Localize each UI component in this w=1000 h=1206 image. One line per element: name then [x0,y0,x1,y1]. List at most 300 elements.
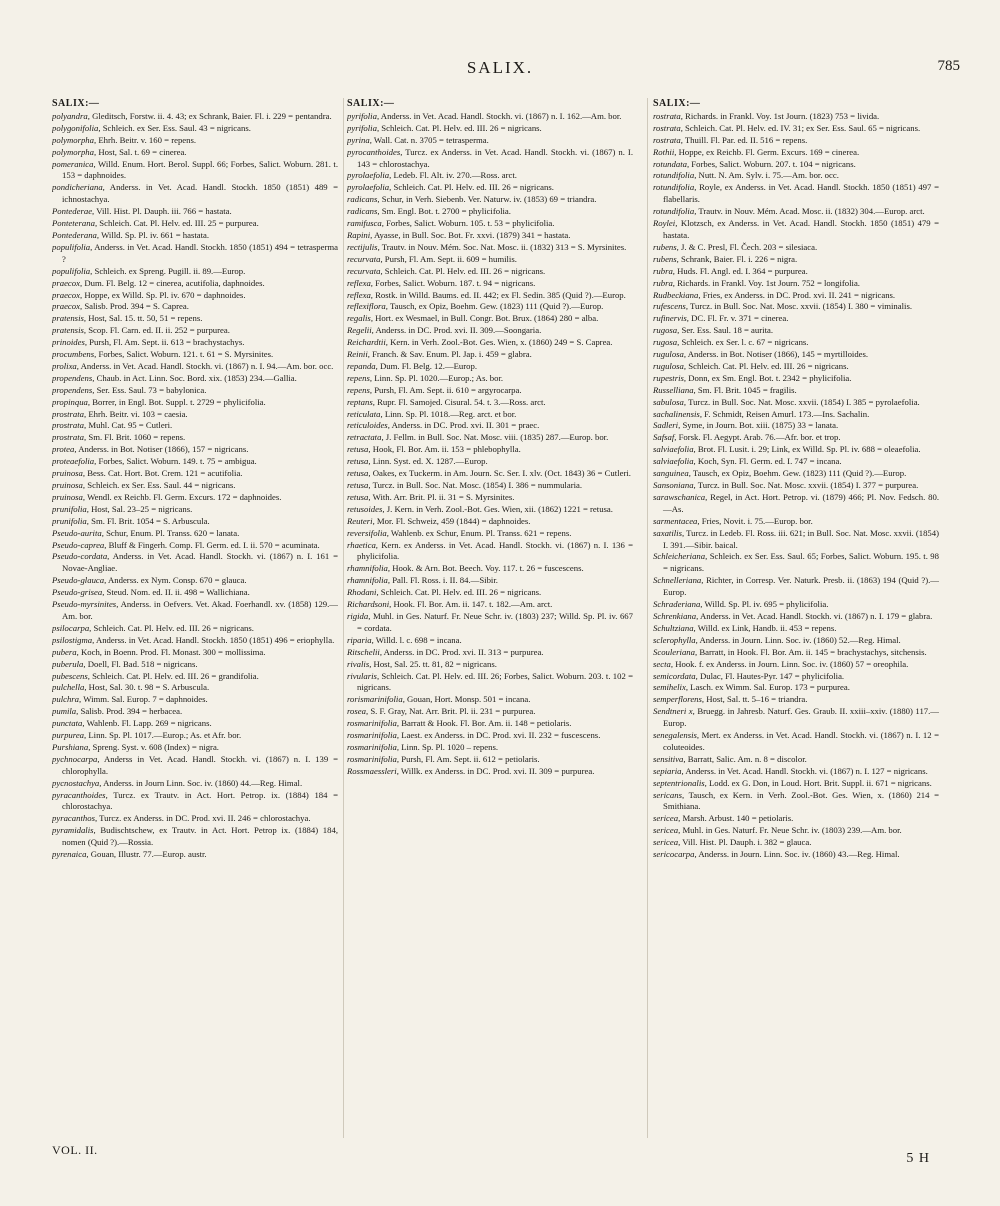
index-entry: pruinosa, Schleich. ex Ser. Ess. Saul. 44 = nigricans. [52,480,236,490]
epithet: rugulosa [653,360,684,371]
index-entry: rosmarinifolia, Laest. ex Anderss. in DC. Prod. xvi. II. 232 = fuscescens. [347,730,601,741]
epithet: pratensis [52,325,84,336]
index-entry: Pseudo-grisea, Steud. Nom. ed. II. ii. 498 = Wallichiana. [52,587,250,598]
index-entry: protea, Anderss. in Bot. Notiser (1866), 157 = nigricans. [52,444,249,455]
index-entry: rubra, Richards. in Frankl. Voy. 1st Journ. 752 = longifolia. [653,277,860,288]
epithet: rostrata [653,110,681,121]
epithet: pruinosa [52,491,83,502]
epithet: retusa [347,468,369,479]
epithet: pyrifolia [347,110,377,121]
epithet: Pseudo-glauca [52,575,105,586]
index-entry: rosmarinifolia, Pursh, Fl. Am. Sept. ii. 612 = petiolaris. [347,753,540,764]
index-entry: pubescens, Schleich. Cat. Pl. Helv. ed. III. 26 = grandifolia. [52,670,259,681]
running-title: SALIX. [466,58,534,77]
epithet: Richardsoni [347,599,390,610]
epithet: prunifolia [52,515,87,526]
column-heading: SALIX:— [347,98,395,109]
column-1 [52,98,338,1138]
epithet: pyrolaefolia [347,182,390,193]
epithet: retusa [347,480,369,490]
epithet: Sadleri [653,420,679,431]
index-entry: rotundata, Forbes, Salict. Woburn. 207. t. 104 = nigricans. [653,158,856,169]
index-entry: Pseudo-aurita, Schur, Enum. Pl. Transs. 620 = lanata. [52,527,240,538]
epithet: praecox [52,277,80,288]
index-entry: reticulata, Linn. Sp. Pl. 1018.—Reg. arct. et bor. [347,408,517,419]
epithet: prinoides [52,337,85,348]
epithet: procumbens [52,349,95,360]
epithet: pubescens [52,670,88,681]
index-entry: pubera, Koch, in Boenn. Prod. Fl. Monast. 300 = mollissima. [52,646,266,657]
index-entry: rhaetica, Kern. ex Anderss. in Vet. Acad. Handl. Stockh. vi. (1867) n. I. 136 = phylicifolia. [347,539,633,562]
index-entry: rivalis, Host, Sal. 25. tt. 81, 82 = nigricans. [347,658,497,669]
epithet: Pontederae [52,206,93,217]
index-entry: Sansoniana, Turcz. in Bull. Soc. Nat. Mosc. xxvii. (1854) I. 377 = purpurea. [653,480,919,490]
index-entry: pycnostachya, Anderss. in Journ Linn. Soc. iv. (1860) 44.—Reg. Himal. [52,777,303,788]
epithet: sachalinensis [653,408,700,419]
epithet: rivularis [347,670,377,681]
index-entry: pruinosa, Wendl. ex Reichb. Fl. Germ. Excurs. 172 = daphnoides. [52,491,282,502]
index-entry: purpurea, Linn. Sp. Pl. 1017.—Europ.; As. et Afr. bor. [52,730,242,741]
epithet: salviaefolia [653,456,694,467]
epithet: Ponteterana [52,218,95,229]
epithet: Rapini [347,229,371,240]
index-entry: reversifolia, Wahlenb. ex Schur, Enum. Pl. Transs. 621 = repens. [347,527,572,538]
index-entry: rubens, J. & C. Presl, Fl. Čech. 203 = silesiaca. [653,241,818,252]
epithet: saxatilis [653,527,682,538]
index-entry: Pseudo-glauca, Anderss. ex Nym. Consp. 670 = glauca. [52,575,247,586]
epithet: reflexiflora [347,301,386,312]
epithet: polyandra [52,110,88,121]
epithet: puberula [52,658,84,669]
epithet: pulchra [52,694,80,705]
index-entry: pyrenaica, Gouan, Illustr. 77.—Europ. austr. [52,849,207,860]
index-entry: rubra, Huds. Fl. Angl. ed. I. 364 = purpurea. [653,265,808,276]
index-entry: Rothii, Hoppe, ex Reichb. Fl. Germ. Excurs. 169 = cinerea. [653,146,860,157]
index-entry: rigida, Muhl. in Ges. Naturf. Fr. Neue Schr. iv. (1803) 237; Willd. Sp. Pl. iv. 667 = cordata. [347,610,633,633]
index-entry: reflexa, Forbes, Salict. Woburn. 187. t. 94 = nigricans. [347,277,536,288]
epithet: Pseudo-myrsinites [52,599,117,610]
epithet: rugosa [653,337,678,348]
index-entry: praecox, Hoppe, ex Willd. Sp. Pl. iv. 670 = daphnoides. [52,289,246,300]
epithet: Rothii [653,146,675,157]
index-entry: pulchra, Wimm. Sal. Europ. 7 = daphnoides. [52,694,208,705]
epithet: sarawschanica [653,491,706,502]
epithet: rotundifolia [653,170,695,181]
epithet: rubra [653,265,673,276]
index-entry: sericans, Tausch, ex Kern. in Verh. Zool.-Bot. Ges. Wien, x. (1860) 214 = Smithiana. [653,789,939,812]
index-entry: recurvata, Schleich. Cat. Pl. Helv. ed. III. 26 = nigricans. [347,265,546,276]
epithet: radicans [347,194,378,205]
epithet: sclerophylla [653,634,696,645]
column-heading: SALIX:— [52,98,100,109]
index-entry: sabulosa, Turcz. in Bull. Soc. Nat. Mosc. xxvii. (1854) I. 385 = pyrolaefolia. [653,396,920,407]
epithet: psilostigma [52,634,93,645]
epithet: reversifolia [347,527,387,538]
index-entry: prinoides, Pursh, Fl. Am. Sept. ii. 613 = brachystachys. [52,337,245,348]
epithet: pumila [52,706,77,717]
index-entry: semihelix, Lasch. ex Wimm. Sal. Europ. 173 = purpurea. [653,682,850,693]
index-entry: psilocarpa, Schleich. Cat. Pl. Helv. ed. III. 26 = nigricans. [52,622,254,633]
index-entry: rotundifolia, Nutt. N. Am. Sylv. i. 75.—Am. bor. occ. [653,170,839,181]
epithet: Purshiana [52,741,89,752]
index-entry: rotundifolia, Royle, ex Anderss. in Vet. Acad. Handl. Stockh. 1850 (1851) 497 = flabellaris. [653,182,939,205]
index-entry: sericea, Vill. Hist. Pl. Dauph. i. 382 = glauca. [653,837,812,848]
epithet: sarmentacea [653,515,698,526]
epithet: pratensis [52,313,84,324]
index-entry: pumila, Salisb. Prod. 394 = herbacea. [52,706,183,717]
index-entry: retusoides, J. Kern. in Verh. Zool.-Bot. Ges. Wien, xii. (1862) 1221 = retusa. [347,503,613,514]
epithet: reptans [347,396,373,407]
index-entry: riparia, Willd. l. c. 698 = incana. [347,634,462,645]
index-entry: prostrata, Ehrh. Beitr. vi. 103 = caesia. [52,408,188,419]
index-entry: radicans, Schur, in Verh. Siebenb. Ver. Naturw. iv. (1853) 69 = triandra. [347,194,597,205]
index-entry: sclerophylla, Anderss. in Journ. Linn. Soc. iv. (1860) 52.—Reg. Himal. [653,634,901,645]
index-entry: semperflorens, Host, Sal. tt. 5–16 = triandra. [653,694,808,705]
index-entry: propinqua, Borrer, in Engl. Bot. Suppl. t. 2729 = phylicifolia. [52,396,266,407]
epithet: Reinii [347,349,368,360]
epithet: prolixa [52,360,77,371]
index-entry: punctata, Wahlenb. Fl. Lapp. 269 = nigricans. [52,718,212,729]
index-entry: pratensis, Host, Sal. 15. tt. 50, 51 = repens. [52,313,203,324]
epithet: sepiaria [653,765,682,776]
index-entry: rosmarinifolia, Barratt & Hook. Fl. Bor. Am. ii. 148 = petiolaris. [347,718,572,729]
epithet: Schnelleriana [653,575,702,586]
epithet: pychnocarpa [52,753,98,764]
epithet: polygonifolia [52,122,99,133]
epithet: reticuloides [347,420,388,431]
index-entry: salviaefolia, Brot. Fl. Lusit. i. 29; Link, ex Willd. Sp. Pl. iv. 688 = oleaefolia. [653,444,921,455]
epithet: pyrenaica [52,849,87,860]
index-entry: Pseudo-cordata, Anderss. in Vet. Acad. Handl. Stockh. vi. (1867) n. I. 161 = Novae-Angliae. [52,551,338,574]
index-entry: Sendtneri x, Bruegg. in Jahresb. Naturf. Ges. Graub. II. xxiii–xxiv. (1880) 117.—Europ. [653,706,939,729]
epithet: secta [653,658,671,669]
epithet: pruinosa [52,480,83,490]
epithet: semicordata [653,670,696,681]
index-entry: ramifusca, Forbes, Salict. Woburn. 105. t. 53 = phylicifolia. [347,218,555,229]
index-entry: Schultziana, Willd. ex Link, Handb. ii. 453 = repens. [653,622,837,633]
epithet: Sansoniana [653,480,694,490]
epithet: rigida [347,610,369,621]
index-entry: Pontederae, Vill. Hist. Pl. Dauph. iii. 766 = hastata. [52,206,232,217]
index-entry: Pontederana, Willd. Sp. Pl. iv. 661 = hastata. [52,229,210,240]
index-entry: Roylei, Klotzsch, ex Anderss. in Vet. Acad. Handl. Stockh. 1850 (1851) 479 = hastata. [653,218,939,240]
epithet: pondicheriana [52,182,103,193]
epithet: Russelliana [653,384,694,395]
index-entry: polymorpha, Host, Sal. t. 69 = cinerea. [52,146,187,157]
epithet: rosmarinifolia [347,718,397,729]
index-entry: reflexiflora, Tausch, ex Opiz, Boehm. Gew. (1823) 111 (Quid ?).—Europ. [347,301,604,312]
column-divider [343,98,344,1138]
epithet: rubens [653,253,677,264]
epithet: prostrata [52,432,85,443]
index-entry: psilostigma, Anderss. in Vet. Acad. Handl. Stockh. 1850 (1851) 496 = eriophylla. [52,634,335,645]
index-entry: populifolia, Schleich. ex Spreng. Pugill. ii. 89.—Europ. [52,265,246,276]
epithet: rotundifolia [653,206,695,217]
index-entry: rugosa, Schleich. ex Ser. l. c. 67 = nigricans. [653,337,809,348]
epithet: retusa [347,444,369,455]
epithet: psilocarpa [52,622,90,633]
index-entry: Reuteri, Mor. Fl. Schweiz, 459 (1844) = daphnoides. [347,515,531,526]
epithet: Rudbeckiana [653,289,699,300]
epithet: pulchella [52,682,85,693]
epithet: pyrolaefolia [347,170,390,181]
index-entry: Scouleriana, Barratt, in Hook. Fl. Bor. Am. ii. 145 = brachystachys, sitchensis. [653,646,927,657]
index-entry: saxatilis, Turcz. in Ledeb. Fl. Ross. iii. 621; in Bull. Soc. Nat. Mosc. xxvii. (1854) I. 391.—Sibir. baical. [653,527,939,550]
epithet: rosmarinifolia [347,730,397,741]
epithet: rupestris [653,372,684,383]
index-entry: retusa, With. Arr. Brit. Pl. ii. 31 = S. Myrsinites. [347,491,515,502]
index-entry: polymorpha, Ehrh. Beitr. v. 160 = repens. [52,134,197,145]
index-entry: procumbens, Forbes, Salict. Woburn. 121. t. 61 = S. Myrsinites. [52,349,274,360]
index-entry: puberula, Doell, Fl. Bad. 518 = nigricans. [52,658,198,669]
index-entry: retusa, Linn. Syst. ed. X. 1287.—Europ. [347,456,488,467]
index-entry: septentrionalis, Lodd. ex G. Don, in Loud. Hort. Brit. Suppl. ii. 671 = nigricans. [653,777,932,788]
index-entry: pondicheriana, Anderss. in Vet. Acad. Handl. Stockh. 1850 (1851) 489 = ichnostachya. [52,182,338,205]
index-entry: rugosa, Ser. Ess. Saul. 18 = aurita. [653,325,774,336]
index-entry: pyrifolia, Anderss. in Vet. Acad. Handl. Stockh. vi. (1867) n. I. 162.—Am. bor. [347,110,622,121]
epithet: rosea [347,706,366,717]
index-entry: retusa, Hook, Fl. Bor. Am. ii. 153 = phlebophylla. [347,444,521,455]
index-entry: Pseudo-myrsinites, Anderss. in Oefvers. Vet. Akad. Foerhandl. xv. (1858) 129.—Am. bor. [52,599,338,621]
index-entry: pulchella, Host, Sal. 30. t. 98 = S. Arbuscula. [52,682,210,693]
epithet: rubra [653,277,673,288]
index-entry: regalis, Hort. ex Wesmael, in Bull. Congr. Bot. Brux. (1864) 280 = alba. [347,313,599,324]
index-entry: rivularis, Schleich. Cat. Pl. Helv. ed. III. 26; Forbes, Salict. Woburn. 203. t. 102 = nigricans. [347,670,633,693]
index-entry: prostrata, Muhl. Cat. 95 = Cutleri. [52,420,173,431]
epithet: rivalis [347,658,370,669]
index-entry: Reinii, Franch. & Sav. Enum. Pl. Jap. i. 459 = glabra. [347,349,532,360]
epithet: pruinosa [52,468,83,479]
index-entry: rostrata, Richards. in Frankl. Voy. 1st Journ. (1823) 753 = livida. [653,110,880,121]
epithet: repanda [347,360,376,371]
epithet: recurvata [347,265,381,276]
epithet: rosmarinifolia [347,753,397,764]
epithet: Pontederana [52,229,97,240]
index-entry: rorismarinifolia, Gouan, Hort. Monsp. 501 = incana. [347,694,531,705]
epithet: retusa [347,456,369,467]
epithet: reflexa [347,277,371,288]
index-entry: repens, Linn. Sp. Pl. 1020.—Europ.; As. bor. [347,372,504,383]
index-entry: polyandra, Gleditsch, Forstw. ii. 4. 43; ex Schrank, Baier. Fl. i. 229 = pentandra. [52,110,332,121]
index-entry: Rapini, Ayasse, in Bull. Soc. Bot. Fr. xxvi. (1879) 341 = hastata. [347,229,571,240]
epithet: reflexa [347,289,371,300]
epithet: Schleicheriana [653,551,706,562]
index-entry: pyrocanthoides, Turcz. ex Anderss. in Vet. Acad. Handl. Stockh. vi. (1867) n. I. 143 = chlorostachya. [347,146,633,169]
epithet: prunifolia [52,503,87,514]
epithet: senegalensis [653,730,697,741]
epithet: punctata [52,718,83,729]
index-entry: Sadleri, Syme, in Journ. Bot. xiii. (1875) 33 = lanata. [653,420,839,431]
epithet: sericans [653,789,682,800]
epithet: praecox [52,301,80,312]
epithet: pyrina [347,134,370,145]
epithet: sanguinea [653,468,689,479]
epithet: semperflorens [653,694,702,705]
epithet: Pseudo-cordata [52,551,108,562]
index-entry: rostrata, Schleich. Cat. Pl. Helv. ed. IV. 31; ex Ser. Ess. Saul. 65 = nigricans. [653,122,921,133]
column-heading: SALIX:— [653,98,701,109]
index-entry: rectijulis, Trautv. in Nouv. Mém. Soc. Nat. Mosc. ii. (1832) 313 = S. Myrsinites. [347,241,627,252]
epithet: polymorpha [52,134,94,145]
index-entry: praecox, Salisb. Prod. 394 = S. Caprea. [52,301,189,312]
epithet: reticulata [347,408,381,419]
epithet: pomeranica [52,158,94,169]
epithet: ramifusca [347,218,382,229]
epithet: sericocarpa [653,849,695,860]
epithet: riparia [347,634,372,645]
index-entry: pychnocarpa, Anderss in Vet. Acad. Handl. Stockh. vi. (1867) n. I. 139 = chlorophylla. [52,753,338,776]
index-entry: rosmarinifolia, Linn. Sp. Pl. 1020 – repens. [347,741,499,752]
index-entry: pyrolaefolia, Schleich. Cat. Pl. Helv. ed. III. 26 = nigricans. [347,182,554,193]
epithet: regalis [347,313,371,324]
epithet: purpurea [52,730,85,741]
index-entry: Schnelleriana, Richter, in Corresp. Ver. Naturk. Presb. ii. (1863) 194 (Quid ?).—Europ. [653,575,939,598]
epithet: repens [347,372,370,383]
index-entry: pratensis, Scop. Fl. Carn. ed. II. ii. 252 = purpurea. [52,325,230,336]
index-entry: Ritschelii, Anderss. in DC. Prod. xvi. II. 313 = purpurea. [347,646,544,657]
index-entry: reptans, Rupr. Fl. Samojed. Cisural. 54. t. 3.—Ross. arct. [347,396,546,407]
epithet: rufinervis [653,313,687,324]
index-entry: repanda, Dum. Fl. Belg. 12.—Europ. [347,360,477,371]
index-entry: Richardsoni, Hook. Fl. Bor. Am. ii. 147. t. 182.—Am. arct. [347,599,553,610]
index-entry: reticuloides, Anderss. in DC. Prod. xvi. II. 301 = praec. [347,420,540,431]
epithet: Pseudo-aurita [52,527,102,538]
index-entry: Ponteterana, Schleich. Cat. Pl. Helv. ed. III. 25 = purpurea. [52,218,259,229]
index-entry: pyracanthoides, Turcz. ex Trautv. in Act. Hort. Petrop. ix. (1884) 184 = chlorostachya. [52,789,338,812]
epithet: pyrifolia [347,122,377,133]
epithet: semihelix [653,682,686,693]
epithet: Reichardtii [347,337,386,348]
index-entry: pruinosa, Bess. Cat. Hort. Bot. Crem. 121 = acutifolia. [52,468,243,479]
epithet: rugosa [653,325,678,336]
epithet: Ritschelii [347,646,380,657]
epithet: rotundifolia [653,182,695,193]
index-entry: pyracanthos, Turcz. ex Anderss. in DC. Prod. xvi. II. 246 = chlorostachya. [52,813,311,824]
epithet: Pseudo-grisea [52,587,103,598]
signature-mark: 5 H [906,1151,930,1166]
epithet: pyramidalis [52,825,94,836]
index-entry: Rhodani, Schleich. Cat. Pl. Helv. ed. III. 26 = nigricans. [347,587,542,598]
epithet: rhamnifolia [347,575,388,586]
epithet: retractata [347,432,382,443]
epithet: rugulosa [653,349,684,360]
index-entry: rhamnifolia, Pall. Fl. Ross. i. II. 84.—Sibir. [347,575,498,586]
index-entry: sarmentacea, Fries, Novit. i. 75.—Europ. bor. [653,515,813,526]
epithet: rostrata [653,134,681,145]
index-entry: Purshiana, Spreng. Syst. v. 608 (Index) = nigra. [52,741,219,752]
epithet: Scouleriana [653,646,695,657]
index-entry: rotundifolia, Trautv. in Nouv. Mém. Acad. Mosc. ii. (1832) 304.—Europ. arct. [653,206,925,217]
epithet: sericea [653,813,679,824]
index-entry: Pseudo-caprea, Bluff & Fingerh. Comp. Fl. Germ. ed. I. ii. 570 = acuminata. [52,539,320,550]
index-entry: rosea, S. F. Gray, Nat. Arr. Brit. Pl. ii. 231 = purpurea. [347,706,536,717]
index-entry: Regelii, Anderss. in DC. Prod. xvi. II. 309.—Soongaria. [347,325,542,336]
column-2 [347,98,633,1138]
index-entry: sachalinensis, F. Schmidt, Reisen Amurl. 173.—Ins. Sachalin. [653,408,870,419]
epithet: populifolia [52,265,91,276]
index-entry: repens, Pursh, Fl. Am. Sept. ii. 610 = argyrocarpa. [347,384,522,395]
index-entry: rugulosa, Anderss. in Bot. Notiser (1866), 145 = myrtilloides. [653,349,869,360]
index-entry: radicans, Sm. Engl. Bot. t. 2700 = phylicifolia. [347,206,511,217]
index-entry: senegalensis, Mert. ex Anderss. in Vet. Acad. Handl. Stockh. vi. (1867) n. I. 12 = coluteoides. [653,730,939,752]
index-entry: rubens, Schrank, Baier. Fl. i. 226 = nigra. [653,253,798,264]
index-entry: rupestris, Donn, ex Sm. Engl. Bot. t. 2342 = phylicifolia. [653,372,852,383]
index-entry: semicordata, Dulac, Fl. Hautes-Pyr. 147 = phylicifolia. [653,670,845,681]
epithet: rubens [653,241,677,252]
index-entry: reflexa, Rostk. in Willd. Baums. ed. II. 442; ex Fl. Sedin. 385 (Quid ?).—Europ. [347,289,626,300]
epithet: pycnostachya [52,777,100,788]
index-entry: proteaefolia, Forbes, Salict. Woburn. 149. t. 75 = ambigua. [52,456,257,467]
epithet: propendens [52,384,93,395]
index-entry: sericocarpa, Anderss. in Journ. Linn. Soc. iv. (1860) 43.—Reg. Himal. [653,849,900,860]
index-entry: Schleicheriana, Schleich. ex Ser. Ess. Saul. 65; Forbes, Salict. Woburn. 195. t. 98 = nigricans. [653,551,939,574]
volume-label: VOL. II. [52,1143,98,1157]
epithet: radicans [347,206,378,217]
index-entry: Schrenkiana, Anderss. in Vet. Acad. Handl. Stockh. vi. (1867) n. I. 179 = glabra. [653,610,933,621]
epithet: praecox [52,289,80,300]
epithet: sericea [653,825,679,836]
index-entry: sarawschanica, Regel, in Act. Hort. Petrop. vi. (1879) 466; Pl. Nov. Fedsch. 80.—As. [653,491,939,514]
index-entry: recurvata, Pursh, Fl. Am. Sept. ii. 609 = humilis. [347,253,517,264]
epithet: Schultziana [653,622,694,633]
epithet: rhamnifolia [347,563,388,574]
running-head [40,58,960,78]
index-entry: retusa, Turcz. in Bull. Soc. Nat. Mosc. (1854) I. 386 = nummularia. [347,480,583,490]
index-entry: pyrina, Wall. Cat. n. 3705 = tetrasperma. [347,134,489,145]
index-entry: pyrifolia, Schleich. Cat. Pl. Helv. ed. III. 26 = nigricans. [347,122,542,133]
epithet: protea [52,444,75,455]
index-entry: Safsaf, Forsk. Fl. Aegypt. Arab. 76.—Afr. bor. et trop. [653,432,841,443]
epithet: sericea [653,837,679,848]
epithet: Schrenkiana [653,610,697,621]
epithet: proteaefolia [52,456,95,467]
index-entry: Reichardtii, Kern. in Verh. Zool.-Bot. Ges. Wien, x. (1860) 249 = S. Caprea. [347,337,613,348]
index-entry: rugulosa, Schleich. Cat. Pl. Helv. ed. III. 26 = nigricans. [653,360,849,371]
index-entry: salviaefolia, Koch, Syn. Fl. Germ. ed. I. 747 = incana. [653,456,842,467]
epithet: propendens [52,372,93,383]
column-3 [653,98,939,1138]
index-entry: pomeranica, Willd. Enum. Hort. Berol. Suppl. 66; Forbes, Salict. Woburn. 281. t. 153 = daphnoides. [52,158,338,181]
index-entry: secta, Hook. f. ex Anderss. in Journ. Linn. Soc. iv. (1860) 57 = oreophila. [653,658,909,669]
epithet: rostrata [653,122,681,133]
epithet: sensitiva [653,753,684,764]
epithet: salviaefolia [653,444,694,455]
epithet: Roylei [653,218,676,229]
epithet: rhaetica [347,539,376,550]
epithet: retusoides [347,503,383,514]
page-number: 785 [937,58,960,74]
epithet: repens [347,384,370,395]
epithet: rosmarinifolia [347,741,397,752]
index-entry: rufescens, Turcz. in Bull. Soc. Nat. Mosc. xxvii. (1854) I. 380 = viminalis. [653,301,912,312]
index-entry: Schraderiana, Willd. Sp. Pl. iv. 695 = phylicifolia. [653,599,829,610]
index-entry: prunifolia, Sm. Fl. Brit. 1054 = S. Arbuscula. [52,515,210,526]
epithet: propinqua [52,396,88,407]
index-entry: rufinervis, DC. Fl. Fr. v. 371 = cinerea. [653,313,789,324]
epithet: Rhodani [347,587,377,598]
epithet: sabulosa [653,396,684,407]
epithet: prostrata [52,408,85,419]
index-entry: prostrata, Sm. Fl. Brit. 1060 = repens. [52,432,186,443]
index-entry: Russelliana, Sm. Fl. Brit. 1045 = fragilis. [653,384,797,395]
index-entry: sericea, Muhl. in Ges. Naturf. Fr. Neue Schr. iv. (1803) 239.—Am. bor. [653,825,902,836]
index-entry: pyrolaefolia, Ledeb. Fl. Alt. iv. 270.—Ross. arct. [347,170,517,181]
epithet: Reuteri [347,515,373,526]
epithet: pyrocanthoides [347,146,401,157]
index-entry: retusa, Oakes, ex Tuckerm. in Am. Journ. Sc. Ser. I. xlv. (Oct. 1843) 36 = Cutleri. [347,468,631,479]
epithet: pyracanthos [52,813,95,824]
index-entry: sepiaria, Anderss. in Vet. Acad. Handl. Stockh. vi. (1867) n. I. 127 = nigricans. [653,765,928,776]
